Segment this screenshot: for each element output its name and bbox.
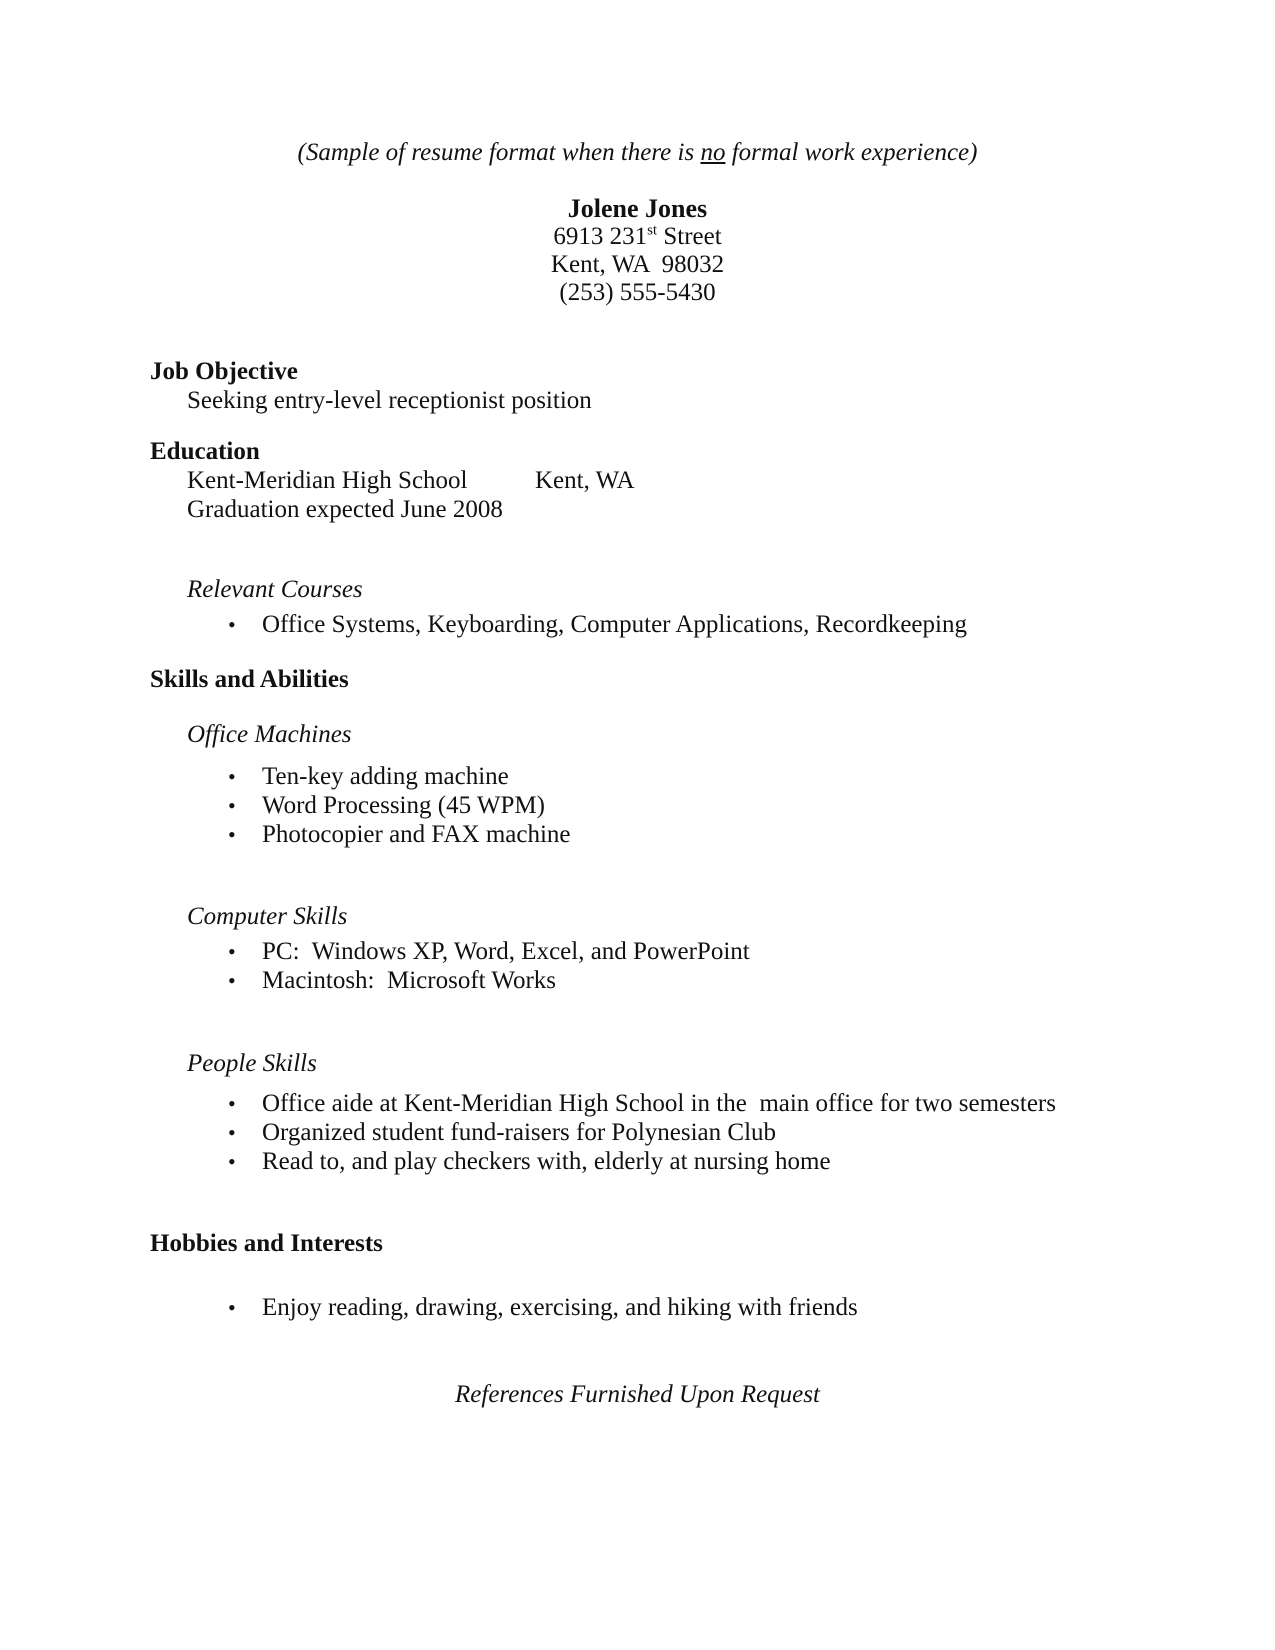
list-item [0, 966, 1275, 995]
bullet-icon: • [228, 822, 236, 847]
sample-note-suffix: formal work experience) [725, 139, 978, 166]
bullet-icon: • [228, 1295, 236, 1320]
section-heading-education: Education [150, 438, 260, 465]
address-street-ordinal: st [647, 222, 658, 239]
section-skills [0, 665, 1275, 694]
subheading-people-skills: People Skills [187, 1050, 317, 1077]
education-relevant-courses [0, 575, 1275, 639]
education-location: Kent, WA [535, 467, 635, 494]
hobbies-list [0, 1293, 1275, 1322]
list-item [0, 791, 1275, 820]
list-item-text: Photocopier and FAX machine [262, 821, 571, 848]
bullet-icon: • [228, 1091, 236, 1116]
list-item-text: Office aide at Kent-Meridian High School in the main office for two semesters [262, 1090, 1056, 1117]
list-item-text: PC: Windows XP, Word, Excel, and PowerPoint [262, 938, 750, 965]
references-note: References Furnished Upon Request [455, 1381, 820, 1408]
list-item-text: Read to, and play checkers with, elderly at nursing home [262, 1148, 831, 1175]
address-street-name: Street [657, 223, 722, 250]
sample-note-prefix: (Sample of resume format when there is [297, 139, 701, 166]
section-job-objective [0, 357, 1275, 415]
address-street-number: 6913 231 [553, 223, 648, 250]
list-item-text: Macintosh: Microsoft Works [262, 967, 557, 994]
bullet-icon: • [228, 968, 236, 993]
skills-computer-skills [0, 902, 1275, 995]
section-heading-hobbies: Hobbies and Interests [150, 1230, 383, 1257]
section-education [0, 437, 1275, 524]
skills-people-skills [0, 1049, 1275, 1176]
list-item-text: Ten-key adding machine [262, 763, 509, 790]
bullet-icon: • [228, 793, 236, 818]
contact-block [0, 194, 1275, 307]
education-school-line [0, 466, 1275, 495]
education-school: Kent-Meridian High School [187, 467, 468, 494]
education-graduation: Graduation expected June 2008 [187, 496, 503, 523]
subheading-computer-skills: Computer Skills [187, 903, 348, 930]
section-heading-job-objective: Job Objective [150, 358, 298, 385]
list-item [0, 1293, 1275, 1322]
address-phone: (253) 555-5430 [559, 279, 716, 306]
list-item [0, 762, 1275, 791]
list-item [0, 1089, 1275, 1118]
sample-note [0, 138, 1275, 167]
subheading-relevant-courses: Relevant Courses [187, 576, 363, 603]
list-item [0, 820, 1275, 849]
bullet-icon: • [228, 612, 236, 637]
bullet-icon: • [228, 764, 236, 789]
bullet-icon: • [228, 939, 236, 964]
address-street [0, 223, 1275, 251]
skills-office-machines [0, 720, 1275, 849]
sample-note-underlined-word: no [700, 139, 726, 166]
list-item-text: Organized student fund-raisers for Polynesian Club [262, 1119, 777, 1146]
list-item-text: Enjoy reading, drawing, exercising, and hiking with friends [262, 1294, 858, 1321]
list-item-text: Office Systems, Keyboarding, Computer Applications, Recordkeeping [262, 611, 967, 638]
section-hobbies [0, 1229, 1275, 1322]
office-machines-list [0, 762, 1275, 849]
bullet-icon: • [228, 1149, 236, 1174]
list-item [0, 937, 1275, 966]
bullet-icon: • [228, 1120, 236, 1145]
people-skills-list [0, 1089, 1275, 1176]
address-city-line: Kent, WA 98032 [550, 251, 725, 278]
list-item [0, 610, 1275, 639]
list-item [0, 1118, 1275, 1147]
subheading-office-machines: Office Machines [187, 721, 352, 748]
candidate-name: Jolene Jones [567, 194, 708, 223]
list-item-text: Word Processing (45 WPM) [262, 792, 545, 819]
list-item [0, 1147, 1275, 1176]
section-heading-skills: Skills and Abilities [150, 666, 349, 693]
relevant-courses-list [0, 610, 1275, 639]
job-objective-text: Seeking entry-level receptionist position [187, 387, 592, 414]
computer-skills-list [0, 937, 1275, 995]
